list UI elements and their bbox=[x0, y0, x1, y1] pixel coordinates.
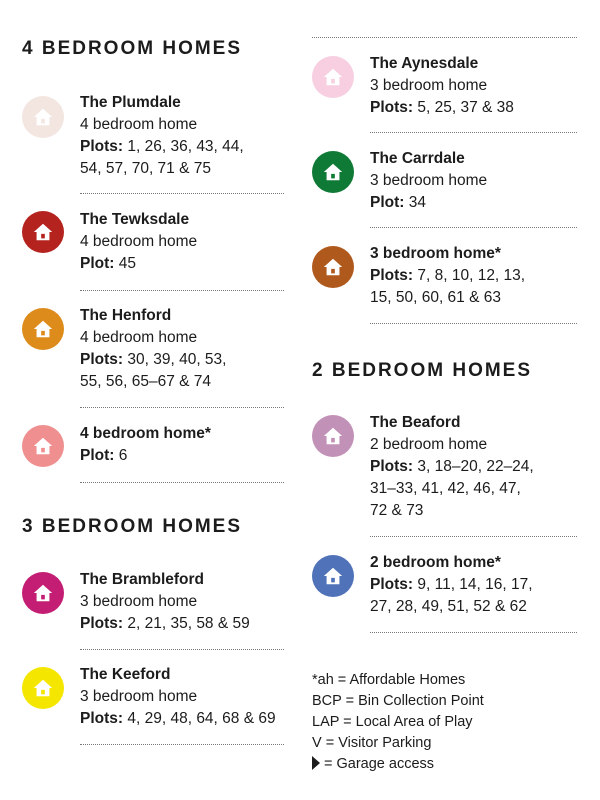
home-name: 3 bedroom home* bbox=[370, 245, 501, 262]
legend-item-garage bbox=[312, 754, 484, 775]
home-name: 2 bedroom home* bbox=[370, 554, 501, 571]
home-description: 4 bedroom home bbox=[80, 233, 198, 250]
house-icon bbox=[322, 425, 344, 447]
plots-label: Plots: bbox=[370, 99, 414, 116]
home-badge bbox=[312, 415, 354, 457]
home-name: The Tewksdale bbox=[80, 211, 190, 228]
plots-label: Plots: bbox=[80, 710, 124, 727]
plots-values: 45 bbox=[118, 255, 136, 272]
home-badge bbox=[312, 151, 354, 193]
house-icon bbox=[32, 221, 54, 243]
home-description: 3 bedroom home bbox=[370, 77, 488, 94]
legend bbox=[312, 670, 484, 775]
plots-values: 9, 11, 14, 16, 17, bbox=[417, 576, 533, 593]
dotted-divider bbox=[370, 632, 577, 633]
dotted-divider bbox=[370, 227, 577, 228]
home-details bbox=[370, 552, 533, 618]
home-badge bbox=[22, 667, 64, 709]
legend-item-lap: LAP = Local Area of Play bbox=[312, 714, 473, 730]
home-name: The Brambleford bbox=[80, 571, 205, 588]
home-description: 3 bedroom home bbox=[80, 593, 198, 610]
plots-values: 30, 39, 40, 53, bbox=[127, 351, 227, 368]
home-badge bbox=[22, 96, 64, 138]
home-details bbox=[370, 148, 487, 214]
home-details bbox=[80, 92, 244, 180]
home-badge bbox=[312, 555, 354, 597]
house-icon bbox=[322, 66, 344, 88]
plots-values-cont: 72 & 73 bbox=[370, 502, 424, 519]
plots-label: Plot: bbox=[80, 255, 115, 272]
plots-values-cont: 31–33, 41, 42, 46, 47, bbox=[370, 480, 521, 497]
home-name: The Plumdale bbox=[80, 94, 181, 111]
plots-label: Plot: bbox=[370, 194, 405, 211]
home-details bbox=[80, 569, 250, 635]
plots-label: Plots: bbox=[370, 458, 414, 475]
plots-label: Plots: bbox=[80, 615, 124, 632]
home-details bbox=[370, 243, 525, 309]
plots-label: Plots: bbox=[370, 576, 414, 593]
house-icon bbox=[32, 435, 54, 457]
plots-values: 4, 29, 48, 64, 68 & 69 bbox=[127, 710, 276, 727]
home-name: The Henford bbox=[80, 307, 172, 324]
house-icon bbox=[32, 677, 54, 699]
home-name: 4 bedroom home* bbox=[80, 425, 211, 442]
house-icon bbox=[322, 256, 344, 278]
triangle-right-icon bbox=[312, 756, 320, 770]
dotted-divider bbox=[80, 482, 284, 483]
home-name: The Beaford bbox=[370, 414, 461, 431]
plots-values: 1, 26, 36, 43, 44, bbox=[127, 138, 244, 155]
home-details bbox=[80, 423, 211, 467]
dotted-divider bbox=[80, 649, 284, 650]
house-icon bbox=[322, 161, 344, 183]
plots-values: 6 bbox=[118, 447, 128, 464]
plots-values: 3, 18–20, 22–24, bbox=[417, 458, 534, 475]
plots-values: 2, 21, 35, 58 & 59 bbox=[127, 615, 250, 632]
home-details bbox=[80, 209, 197, 275]
home-badge bbox=[312, 56, 354, 98]
plots-values-cont: 15, 50, 60, 61 & 63 bbox=[370, 289, 501, 306]
dotted-divider bbox=[370, 132, 577, 133]
house-icon bbox=[322, 565, 344, 587]
plots-values: 7, 8, 10, 12, 13, bbox=[417, 267, 526, 284]
plots-values: 5, 25, 37 & 38 bbox=[417, 99, 514, 116]
home-details bbox=[80, 305, 226, 393]
home-name: The Aynesdale bbox=[370, 55, 479, 72]
home-description: 4 bedroom home bbox=[80, 116, 198, 133]
home-details bbox=[80, 664, 276, 730]
home-badge bbox=[22, 308, 64, 350]
plots-values-cont: 55, 56, 65–67 & 74 bbox=[80, 373, 212, 390]
home-name: The Carrdale bbox=[370, 150, 465, 167]
dotted-divider bbox=[80, 193, 284, 194]
house-icon bbox=[32, 318, 54, 340]
dotted-divider bbox=[80, 407, 284, 408]
legend-garage-text: = Garage access bbox=[324, 756, 435, 772]
dotted-divider bbox=[80, 290, 284, 291]
home-badge bbox=[22, 425, 64, 467]
legend-item-ah: *ah = Affordable Homes bbox=[312, 672, 466, 688]
plots-values-cont: 27, 28, 49, 51, 52 & 62 bbox=[370, 598, 527, 615]
legend-item-bcp: BCP = Bin Collection Point bbox=[312, 693, 484, 709]
home-name: The Keeford bbox=[80, 666, 171, 683]
dotted-divider bbox=[370, 323, 577, 324]
plots-label: Plots: bbox=[80, 351, 124, 368]
plots-values: 34 bbox=[408, 194, 426, 211]
dotted-divider bbox=[312, 37, 577, 38]
section-heading-2-bedroom: 2 BEDROOM HOMES bbox=[312, 360, 533, 381]
legend-item-v: V = Visitor Parking bbox=[312, 735, 432, 751]
dotted-divider bbox=[370, 536, 577, 537]
section-heading-3-bedroom: 3 BEDROOM HOMES bbox=[22, 516, 243, 537]
plots-values-cont: 54, 57, 70, 71 & 75 bbox=[80, 160, 211, 177]
plots-label: Plots: bbox=[80, 138, 124, 155]
home-details bbox=[370, 412, 534, 522]
home-badge bbox=[22, 572, 64, 614]
home-description: 3 bedroom home bbox=[80, 688, 198, 705]
home-details bbox=[370, 53, 514, 119]
home-description: 4 bedroom home bbox=[80, 329, 198, 346]
plots-label: Plots: bbox=[370, 267, 414, 284]
section-heading-4-bedroom: 4 BEDROOM HOMES bbox=[22, 38, 243, 59]
house-icon bbox=[32, 106, 54, 128]
plots-label: Plot: bbox=[80, 447, 115, 464]
house-icon bbox=[32, 582, 54, 604]
home-description: 3 bedroom home bbox=[370, 172, 488, 189]
home-description: 2 bedroom home bbox=[370, 436, 488, 453]
dotted-divider bbox=[80, 744, 284, 745]
home-badge bbox=[22, 211, 64, 253]
home-badge bbox=[312, 246, 354, 288]
